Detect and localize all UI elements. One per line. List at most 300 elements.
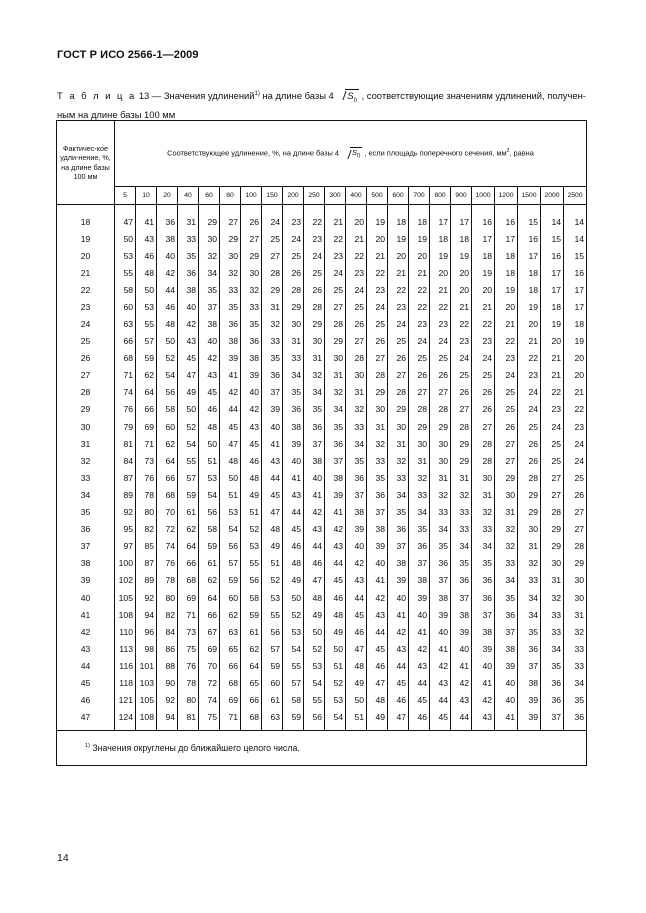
value-cell: 70 — [199, 657, 220, 674]
table-row — [57, 606, 587, 623]
value-cell: 21 — [430, 281, 451, 298]
value-cell: 15 — [564, 247, 587, 264]
value-cell: 33 — [430, 504, 451, 521]
value-cell: 31 — [564, 606, 587, 623]
value-cell: 65 — [220, 640, 241, 657]
value-cell: 26 — [283, 264, 304, 281]
value-cell: 54 — [178, 435, 199, 452]
value-cell: 36 — [346, 469, 367, 486]
value-cell: 27 — [451, 401, 472, 418]
value-cell: 46 — [304, 555, 325, 572]
value-cell: 39 — [430, 606, 451, 623]
value-cell: 45 — [283, 521, 304, 538]
caption-note-ref: 1) — [254, 91, 260, 97]
area-header-cell: 5 — [115, 187, 136, 205]
value-cell: 48 — [367, 692, 388, 709]
value-cell: 45 — [199, 384, 220, 401]
value-cell: 15 — [541, 230, 564, 247]
value-cell: 44 — [367, 623, 388, 640]
value-cell: 48 — [157, 315, 178, 332]
value-cell: 26 — [304, 281, 325, 298]
value-cell: 58 — [115, 281, 136, 298]
value-cell: 51 — [325, 657, 346, 674]
area-header-cell: 40 — [178, 187, 199, 205]
value-cell: 69 — [178, 589, 199, 606]
value-cell: 50 — [346, 692, 367, 709]
value-cell: 20 — [346, 205, 367, 231]
caption-table-number: 13 — [138, 90, 150, 102]
value-cell: 28 — [472, 435, 495, 452]
value-cell: 59 — [262, 657, 283, 674]
value-cell: 20 — [451, 264, 472, 281]
area-header-cell: 1200 — [495, 187, 518, 205]
value-cell: 121 — [115, 692, 136, 709]
value-cell: 36 — [262, 367, 283, 384]
value-cell: 31 — [495, 504, 518, 521]
value-cell: 34 — [283, 367, 304, 384]
value-cell: 92 — [115, 504, 136, 521]
value-cell: 30 — [564, 572, 587, 589]
value-cell: 37 — [472, 606, 495, 623]
value-cell: 35 — [518, 623, 541, 640]
value-cell: 33 — [541, 606, 564, 623]
value-cell: 41 — [495, 709, 518, 731]
value-cell: 22 — [541, 384, 564, 401]
value-cell: 35 — [325, 418, 346, 435]
value-cell: 18 — [409, 205, 430, 231]
value-cell: 16 — [495, 205, 518, 231]
value-cell: 34 — [430, 521, 451, 538]
value-cell: 55 — [241, 555, 262, 572]
value-cell: 33 — [283, 350, 304, 367]
actual-elongation-cell: 40 — [57, 589, 115, 606]
value-cell: 36 — [472, 589, 495, 606]
value-cell: 52 — [325, 674, 346, 691]
area-header-cell: 200 — [283, 187, 304, 205]
value-cell: 43 — [199, 367, 220, 384]
actual-elongation-cell: 39 — [57, 572, 115, 589]
value-cell: 29 — [220, 230, 241, 247]
actual-elongation-cell: 36 — [57, 521, 115, 538]
value-cell: 26 — [367, 333, 388, 350]
value-cell: 94 — [157, 709, 178, 731]
value-cell: 41 — [451, 657, 472, 674]
value-cell: 78 — [136, 486, 157, 503]
value-cell: 31 — [262, 298, 283, 315]
value-cell: 38 — [495, 640, 518, 657]
value-cell: 29 — [541, 521, 564, 538]
value-cell: 44 — [451, 709, 472, 731]
value-cell: 22 — [564, 401, 587, 418]
actual-elongation-cell: 25 — [57, 333, 115, 350]
value-cell: 27 — [564, 521, 587, 538]
value-cell: 38 — [283, 418, 304, 435]
value-cell: 26 — [388, 350, 409, 367]
area-header-cell: 900 — [451, 187, 472, 205]
value-cell: 31 — [325, 367, 346, 384]
area-header-cell: 100 — [241, 187, 262, 205]
table-row — [57, 486, 587, 503]
value-cell: 32 — [430, 486, 451, 503]
value-cell: 42 — [157, 264, 178, 281]
value-cell: 38 — [346, 504, 367, 521]
value-cell: 23 — [283, 205, 304, 231]
value-cell: 36 — [283, 401, 304, 418]
value-cell: 24 — [495, 367, 518, 384]
value-cell: 50 — [325, 640, 346, 657]
value-cell: 41 — [136, 205, 157, 231]
actual-elongation-cell: 38 — [57, 555, 115, 572]
value-cell: 34 — [409, 504, 430, 521]
value-cell: 40 — [430, 623, 451, 640]
value-cell: 33 — [472, 521, 495, 538]
value-cell: 32 — [409, 469, 430, 486]
table-row — [57, 367, 587, 384]
value-cell: 26 — [472, 384, 495, 401]
value-cell: 59 — [220, 572, 241, 589]
value-cell: 92 — [136, 589, 157, 606]
value-cell: 31 — [409, 452, 430, 469]
value-cell: 40 — [199, 333, 220, 350]
value-cell: 33 — [262, 333, 283, 350]
first-column-header: Фактичес-кое удли-нение, %, на длине базы 100 мм — [57, 121, 115, 205]
value-cell: 59 — [136, 350, 157, 367]
value-cell: 95 — [115, 521, 136, 538]
value-cell: 19 — [409, 230, 430, 247]
value-cell: 23 — [541, 401, 564, 418]
actual-elongation-cell: 41 — [57, 606, 115, 623]
value-cell: 34 — [325, 401, 346, 418]
value-cell: 45 — [241, 435, 262, 452]
value-cell: 28 — [564, 538, 587, 555]
value-cell: 40 — [388, 589, 409, 606]
value-cell: 32 — [495, 521, 518, 538]
value-cell: 36 — [518, 640, 541, 657]
area-header-cell: 60 — [199, 187, 220, 205]
value-cell: 75 — [178, 640, 199, 657]
actual-elongation-cell: 21 — [57, 264, 115, 281]
value-cell: 50 — [157, 333, 178, 350]
value-cell: 30 — [304, 333, 325, 350]
table-row — [57, 298, 587, 315]
value-cell: 46 — [367, 657, 388, 674]
value-cell: 55 — [178, 452, 199, 469]
value-cell: 68 — [115, 350, 136, 367]
value-cell: 61 — [199, 555, 220, 572]
value-cell: 23 — [564, 418, 587, 435]
value-cell: 92 — [157, 692, 178, 709]
value-cell: 32 — [518, 555, 541, 572]
value-cell: 34 — [495, 572, 518, 589]
value-cell: 32 — [388, 452, 409, 469]
value-cell: 40 — [409, 606, 430, 623]
value-cell: 43 — [451, 692, 472, 709]
value-cell: 42 — [304, 504, 325, 521]
table-row — [57, 572, 587, 589]
value-cell: 25 — [495, 384, 518, 401]
area-header-cell: 80 — [220, 187, 241, 205]
value-cell: 23 — [495, 350, 518, 367]
value-cell: 36 — [157, 205, 178, 231]
value-cell: 24 — [430, 333, 451, 350]
value-cell: 39 — [388, 572, 409, 589]
value-cell: 58 — [241, 589, 262, 606]
value-cell: 23 — [346, 264, 367, 281]
value-cell: 35 — [241, 315, 262, 332]
value-cell: 37 — [199, 298, 220, 315]
value-cell: 24 — [262, 205, 283, 231]
table-row — [57, 401, 587, 418]
actual-elongation-cell: 34 — [57, 486, 115, 503]
value-cell: 22 — [325, 230, 346, 247]
value-cell: 21 — [518, 333, 541, 350]
table-row — [57, 230, 587, 247]
value-cell: 18 — [518, 281, 541, 298]
value-cell: 51 — [241, 504, 262, 521]
value-cell: 33 — [518, 572, 541, 589]
value-cell: 38 — [430, 589, 451, 606]
value-cell: 103 — [136, 674, 157, 691]
value-cell: 73 — [178, 623, 199, 640]
value-cell: 17 — [564, 281, 587, 298]
value-cell: 46 — [325, 589, 346, 606]
value-cell: 33 — [541, 623, 564, 640]
value-cell: 68 — [241, 709, 262, 731]
value-cell: 42 — [472, 692, 495, 709]
value-cell: 57 — [262, 640, 283, 657]
value-cell: 44 — [304, 538, 325, 555]
value-cell: 27 — [262, 247, 283, 264]
value-cell: 68 — [157, 486, 178, 503]
value-cell: 24 — [283, 230, 304, 247]
actual-elongation-cell: 24 — [57, 315, 115, 332]
value-cell: 53 — [325, 692, 346, 709]
value-cell: 62 — [178, 521, 199, 538]
value-cell: 100 — [115, 555, 136, 572]
value-cell: 30 — [241, 264, 262, 281]
value-cell: 34 — [388, 486, 409, 503]
value-cell: 42 — [388, 623, 409, 640]
value-cell: 26 — [409, 367, 430, 384]
value-cell: 21 — [388, 264, 409, 281]
value-cell: 23 — [518, 367, 541, 384]
value-cell: 40 — [367, 555, 388, 572]
value-cell: 36 — [430, 555, 451, 572]
value-cell: 33 — [451, 504, 472, 521]
value-cell: 24 — [564, 435, 587, 452]
value-cell: 53 — [262, 589, 283, 606]
area-header-cell: 700 — [409, 187, 430, 205]
value-cell: 21 — [541, 350, 564, 367]
actual-elongation-cell: 27 — [57, 367, 115, 384]
value-cell: 23 — [430, 315, 451, 332]
value-cell: 18 — [472, 247, 495, 264]
value-cell: 20 — [472, 281, 495, 298]
value-cell: 37 — [325, 452, 346, 469]
value-cell: 27 — [564, 504, 587, 521]
value-cell: 32 — [325, 384, 346, 401]
value-cell: 124 — [115, 709, 136, 731]
value-cell: 35 — [178, 247, 199, 264]
value-cell: 80 — [178, 692, 199, 709]
caption-table-word: Т а б л и ц а — [57, 90, 137, 102]
value-cell: 89 — [136, 572, 157, 589]
value-cell: 84 — [157, 623, 178, 640]
value-cell: 23 — [451, 333, 472, 350]
value-cell: 46 — [409, 709, 430, 731]
value-cell: 24 — [409, 333, 430, 350]
value-cell: 25 — [541, 435, 564, 452]
value-cell: 69 — [199, 640, 220, 657]
value-cell: 63 — [220, 623, 241, 640]
value-cell: 24 — [564, 452, 587, 469]
value-cell: 64 — [241, 657, 262, 674]
value-cell: 40 — [241, 384, 262, 401]
actual-elongation-cell: 29 — [57, 401, 115, 418]
value-cell: 87 — [115, 469, 136, 486]
value-cell: 14 — [541, 205, 564, 231]
value-cell: 63 — [262, 709, 283, 731]
value-cell: 24 — [541, 418, 564, 435]
value-cell: 38 — [325, 469, 346, 486]
value-cell: 85 — [136, 538, 157, 555]
value-cell: 23 — [304, 230, 325, 247]
actual-elongation-cell: 33 — [57, 469, 115, 486]
value-cell: 40 — [283, 452, 304, 469]
value-cell: 56 — [157, 384, 178, 401]
value-cell: 33 — [451, 521, 472, 538]
value-cell: 23 — [472, 333, 495, 350]
value-cell: 38 — [451, 606, 472, 623]
value-cell: 17 — [495, 230, 518, 247]
value-cell: 81 — [115, 435, 136, 452]
value-cell: 24 — [518, 401, 541, 418]
value-cell: 29 — [430, 418, 451, 435]
value-cell: 45 — [409, 692, 430, 709]
value-cell: 76 — [136, 469, 157, 486]
value-cell: 19 — [388, 230, 409, 247]
table-row — [57, 504, 587, 521]
value-cell: 81 — [178, 709, 199, 731]
table-row — [57, 264, 587, 281]
value-cell: 32 — [541, 589, 564, 606]
value-cell: 60 — [115, 298, 136, 315]
value-cell: 22 — [495, 333, 518, 350]
value-cell: 21 — [346, 230, 367, 247]
value-cell: 26 — [495, 418, 518, 435]
value-cell: 28 — [325, 315, 346, 332]
value-cell: 76 — [178, 657, 199, 674]
value-cell: 24 — [346, 281, 367, 298]
root-subscript-header: 0 — [356, 153, 361, 160]
value-cell: 27 — [388, 367, 409, 384]
value-cell: 44 — [262, 469, 283, 486]
value-cell: 36 — [388, 521, 409, 538]
value-cell: 19 — [495, 281, 518, 298]
value-cell: 42 — [325, 521, 346, 538]
value-cell: 34 — [541, 640, 564, 657]
value-cell: 48 — [325, 606, 346, 623]
caption-text-a: — Значения удлинений — [149, 90, 255, 102]
value-cell: 47 — [220, 435, 241, 452]
value-cell: 35 — [220, 298, 241, 315]
value-cell: 45 — [325, 572, 346, 589]
value-cell: 49 — [262, 538, 283, 555]
value-cell: 17 — [564, 298, 587, 315]
value-cell: 78 — [157, 572, 178, 589]
value-cell: 29 — [409, 418, 430, 435]
value-cell: 54 — [304, 674, 325, 691]
value-cell: 16 — [564, 264, 587, 281]
value-cell: 57 — [220, 555, 241, 572]
value-cell: 29 — [325, 333, 346, 350]
value-cell: 105 — [136, 692, 157, 709]
value-cell: 34 — [518, 606, 541, 623]
value-cell: 42 — [178, 315, 199, 332]
value-cell: 52 — [157, 350, 178, 367]
value-cell: 71 — [136, 435, 157, 452]
value-cell: 17 — [430, 205, 451, 231]
value-cell: 44 — [430, 692, 451, 709]
value-cell: 30 — [430, 452, 451, 469]
value-cell: 24 — [472, 350, 495, 367]
value-cell: 39 — [451, 623, 472, 640]
value-cell: 55 — [262, 606, 283, 623]
value-cell: 30 — [541, 555, 564, 572]
value-cell: 96 — [136, 623, 157, 640]
value-cell: 43 — [304, 521, 325, 538]
value-cell: 44 — [346, 589, 367, 606]
value-cell: 31 — [430, 469, 451, 486]
value-cell: 25 — [541, 452, 564, 469]
value-cell: 59 — [283, 709, 304, 731]
value-cell: 44 — [388, 657, 409, 674]
value-cell: 33 — [220, 281, 241, 298]
value-cell: 36 — [564, 709, 587, 731]
table-row — [57, 709, 587, 731]
value-cell: 36 — [220, 315, 241, 332]
value-cell: 40 — [346, 538, 367, 555]
value-cell: 41 — [409, 623, 430, 640]
value-cell: 39 — [220, 350, 241, 367]
value-cell: 116 — [115, 657, 136, 674]
value-cell: 72 — [199, 674, 220, 691]
value-cell: 71 — [178, 606, 199, 623]
value-cell: 29 — [451, 452, 472, 469]
actual-elongation-cell: 35 — [57, 504, 115, 521]
value-cell: 35 — [409, 521, 430, 538]
group-header-text-c: , равна — [509, 148, 534, 157]
table-row — [57, 692, 587, 709]
value-cell: 30 — [518, 521, 541, 538]
value-cell: 60 — [262, 674, 283, 691]
value-cell: 34 — [451, 538, 472, 555]
value-cell: 53 — [220, 504, 241, 521]
value-cell: 43 — [472, 709, 495, 731]
value-cell: 31 — [388, 435, 409, 452]
value-cell: 48 — [262, 521, 283, 538]
value-cell: 51 — [199, 452, 220, 469]
value-cell: 32 — [564, 623, 587, 640]
table-row — [57, 435, 587, 452]
actual-elongation-cell: 44 — [57, 657, 115, 674]
value-cell: 80 — [157, 589, 178, 606]
value-cell: 98 — [136, 640, 157, 657]
table-row — [57, 674, 587, 691]
value-cell: 51 — [262, 555, 283, 572]
area-header-row — [57, 187, 587, 205]
value-cell: 41 — [304, 486, 325, 503]
